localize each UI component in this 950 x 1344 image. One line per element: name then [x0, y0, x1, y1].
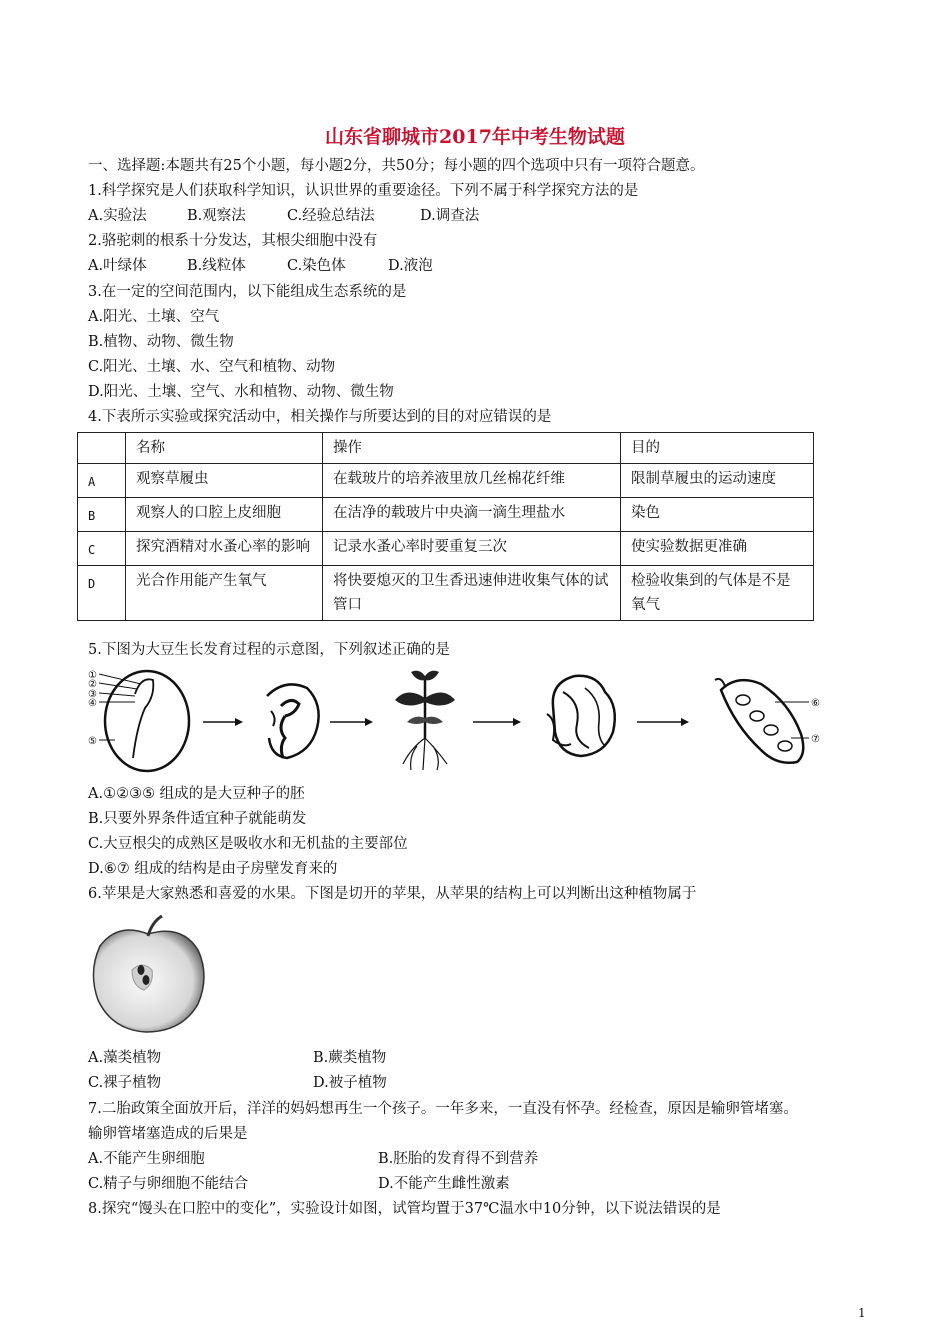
- arrow-icon: [330, 718, 373, 726]
- germinating-seed-figure: [267, 684, 319, 758]
- table-cell: 染色: [621, 498, 814, 532]
- q7-option-c: C.精子与卵细胞不能结合: [88, 1176, 249, 1192]
- table-header-row: [78, 433, 814, 464]
- q5-option-c: C.大豆根尖的成熟区是吸收水和无机盐的主要部位: [88, 836, 408, 852]
- q3-option-d: D.阳光、土壤、空气、水和植物、动物、微生物: [88, 384, 394, 400]
- soybean-development-diagram: [85, 666, 845, 778]
- seedling-figure: [395, 671, 455, 770]
- q3-option-b: B.植物、动物、微生物: [88, 334, 234, 350]
- q7-option-d: D.不能产生雌性激素: [378, 1176, 510, 1192]
- bean-pod-figure: [715, 679, 820, 763]
- question-3-stem: 3.在一定的空间范围内，以下能组成生态系统的是: [88, 284, 407, 300]
- q7-option-a: A.不能产生卵细胞: [88, 1151, 205, 1167]
- q3-option-a: A.阳光、土壤、空气: [88, 309, 220, 325]
- table-cell: 使实验数据更准确: [621, 532, 814, 566]
- question-6-stem: 6.苹果是大家熟悉和喜爱的水果。下图是切开的苹果，从苹果的结构上可以判断出这种植物属于: [88, 886, 697, 902]
- table-header-cell: 目的: [621, 433, 814, 464]
- table-cell: 光合作用能产生氧气: [126, 566, 323, 621]
- arrow-icon: [637, 718, 689, 726]
- seed-label: ①: [88, 670, 97, 681]
- seed-label: ④: [88, 698, 97, 709]
- table-cell: 观察人的口腔上皮细胞: [126, 498, 323, 532]
- table-cell: D: [78, 566, 126, 621]
- q3-option-c: C.阳光、土壤、水、空气和植物、动物: [88, 359, 336, 375]
- cut-apple-figure: [88, 912, 210, 1036]
- seed-label: ②: [88, 679, 97, 690]
- q6-option-c: C.裸子植物: [88, 1075, 162, 1091]
- q2-option-c: C.染色体: [287, 258, 346, 274]
- section-header: 一、选择题:本题共有25个小题，每小题2分，共50分；每小题的四个选项中只有一项符合题意。: [88, 158, 705, 174]
- table-header-cell: [78, 433, 126, 464]
- page-number: 1: [858, 1306, 866, 1320]
- table-row: [78, 498, 814, 532]
- question-7-stem: 7.二胎政策全面放开后，洋洋的妈妈想再生一个孩子。一年多来，一直没有怀孕。经检查，原因是输卵管堵塞。: [88, 1101, 798, 1117]
- q2-option-d: D.液泡: [388, 258, 433, 274]
- arrow-icon: [203, 718, 243, 726]
- q1-option-c: C.经验总结法: [287, 208, 375, 224]
- table-cell: A: [78, 464, 126, 498]
- q6-option-d: D.被子植物: [313, 1075, 387, 1091]
- q6-option-b: B.蕨类植物: [313, 1050, 387, 1066]
- arrow-icon: [473, 718, 521, 726]
- question-8-stem: 8.探究“馒头在口腔中的变化”，实验设计如图，试管均置于37℃温水中10分钟，以下说法错误的是: [88, 1201, 721, 1217]
- table-cell: 检验收集到的气体是不是氧气: [621, 566, 814, 621]
- table-cell: B: [78, 498, 126, 532]
- q5-option-b: B.只要外界条件适宜种子就能萌发: [88, 811, 307, 827]
- q4-table: [77, 432, 814, 621]
- q2-option-a: A.叶绿体: [88, 258, 147, 274]
- question-1-stem: 1.科学探究是人们获取科学知识，认识世界的重要途径。下列不属于科学探究方法的是: [88, 183, 639, 199]
- question-2-stem: 2.骆驼刺的根系十分发达，其根尖细胞中没有: [88, 233, 378, 249]
- question-4-stem: 4.下表所示实验或探究活动中，相关操作与所要达到的目的对应错误的是: [88, 409, 552, 425]
- table-cell: 在洁净的载玻片中央滴一滴生理盐水: [323, 498, 621, 532]
- table-header-cell: 操作: [323, 433, 621, 464]
- q1-option-a: A.实验法: [88, 208, 147, 224]
- table-cell: 在载玻片的培养液里放几丝棉花纤维: [323, 464, 621, 498]
- q5-option-d: D.⑥⑦ 组成的结构是由子房壁发育来的: [88, 861, 338, 877]
- q2-option-b: B.线粒体: [187, 258, 246, 274]
- seed-label: ③: [88, 689, 97, 700]
- table-cell: 记录水蚤心率时要重复三次: [323, 532, 621, 566]
- table-cell: 限制草履虫的运动速度: [621, 464, 814, 498]
- q7-option-b: B.胚胎的发育得不到营养: [378, 1151, 539, 1167]
- table-cell: 将快要熄灭的卫生香迅速伸进收集气体的试管口: [323, 566, 621, 621]
- flower-figure: [547, 676, 615, 756]
- pod-label: ⑦: [811, 734, 820, 745]
- q1-option-b: B.观察法: [187, 208, 246, 224]
- table-row: [78, 532, 814, 566]
- table-cell: 探究酒精对水蚤心率的影响: [126, 532, 323, 566]
- question-5-stem: 5.下图为大豆生长发育过程的示意图，下列叙述正确的是: [88, 642, 450, 658]
- table-cell: C: [78, 532, 126, 566]
- soybean-seed-figure: [88, 670, 189, 771]
- seed-label: ⑤: [88, 736, 97, 747]
- page-title: 山东省聊城市2017年中考生物试题: [325, 126, 625, 148]
- table-row: [78, 464, 814, 498]
- table-cell: 观察草履虫: [126, 464, 323, 498]
- q5-option-a: A.①②③⑤ 组成的是大豆种子的胚: [88, 786, 305, 802]
- table-row: [78, 566, 814, 621]
- table-header-cell: 名称: [126, 433, 323, 464]
- q1-option-d: D.调查法: [420, 208, 480, 224]
- pod-label: ⑥: [811, 698, 820, 709]
- question-7-stem-cont: 输卵管堵塞造成的后果是: [88, 1126, 248, 1142]
- q6-option-a: A.藻类植物: [88, 1050, 162, 1066]
